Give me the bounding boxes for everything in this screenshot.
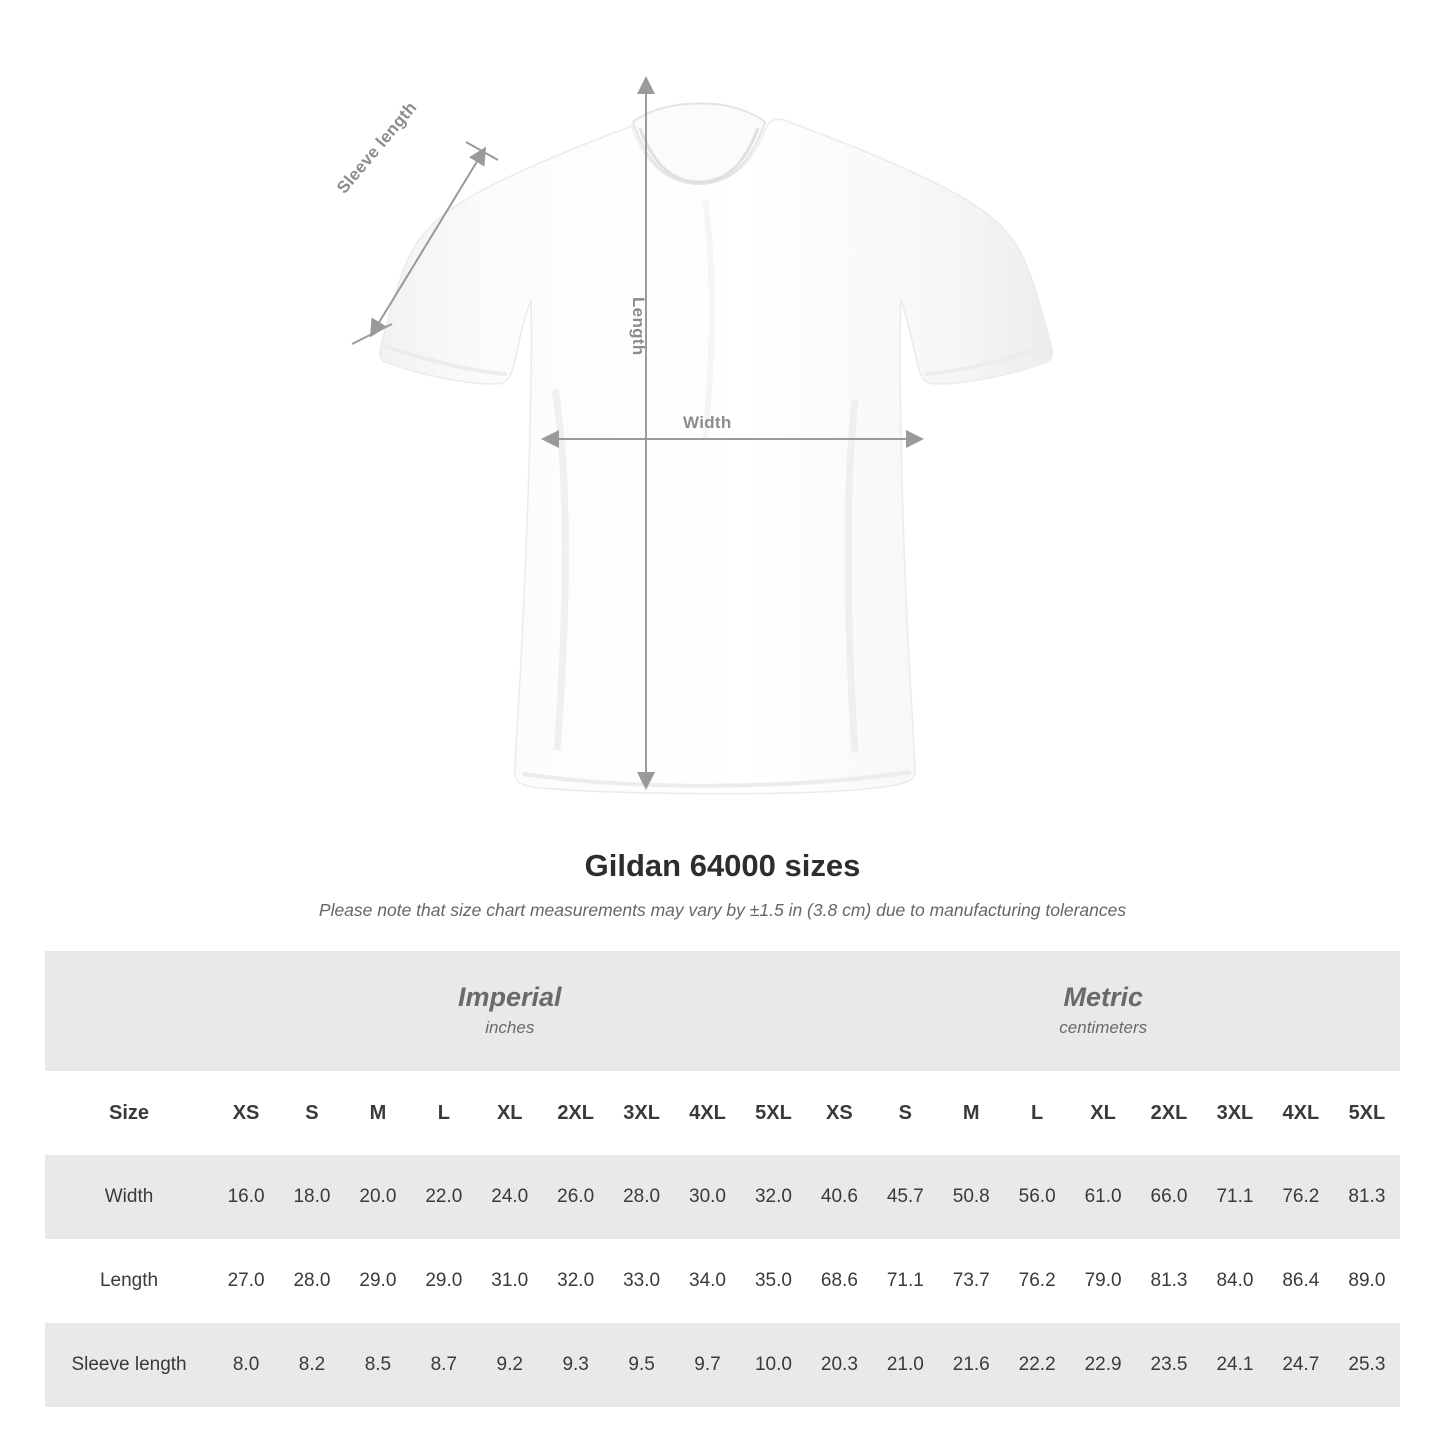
cell-width-imperial: 16.0 [213,1155,279,1239]
size-header-cell: 5XL [1334,1071,1400,1155]
cell-sleeve-imperial: 9.7 [675,1323,741,1407]
cell-width-imperial: 28.0 [609,1155,675,1239]
cell-sleeve-imperial: 8.2 [279,1323,345,1407]
size-header-cell: XS [213,1071,279,1155]
cell-sleeve-imperial: 9.5 [609,1323,675,1407]
size-header-cell: XL [477,1071,543,1155]
size-header-cell: M [345,1071,411,1155]
size-header-cell: M [938,1071,1004,1155]
row-label-width: Width [45,1155,213,1239]
cell-width-imperial: 24.0 [477,1155,543,1239]
cell-width-imperial: 32.0 [740,1155,806,1239]
size-header-cell: XL [1070,1071,1136,1155]
table-row [45,1323,1400,1407]
cell-width-imperial: 30.0 [675,1155,741,1239]
size-header-cell: S [279,1071,345,1155]
cell-width-metric: 56.0 [1004,1155,1070,1239]
cell-width-metric: 66.0 [1136,1155,1202,1239]
cell-length-metric: 68.6 [806,1239,872,1323]
cell-sleeve-imperial: 8.0 [213,1323,279,1407]
size-header-cell: L [411,1071,477,1155]
imperial-system-label: Imperial [457,981,562,1012]
size-chart-table [45,951,1400,1407]
imperial-unit-label: inches [485,1018,535,1038]
row-label-length: Length [45,1239,213,1323]
table-row [45,1155,1400,1239]
cell-length-metric: 73.7 [938,1239,1004,1323]
cell-width-metric: 50.8 [938,1155,1004,1239]
cell-length-metric: 84.0 [1202,1239,1268,1323]
size-header-label: Size [45,1071,213,1155]
metric-system-label: Metric [1063,981,1143,1012]
size-header-cell: 4XL [675,1071,741,1155]
cell-width-imperial: 22.0 [411,1155,477,1239]
cell-width-metric: 81.3 [1334,1155,1400,1239]
cell-sleeve-metric: 25.3 [1334,1323,1400,1407]
cell-length-metric: 79.0 [1070,1239,1136,1323]
cell-width-imperial: 26.0 [543,1155,609,1239]
title-block [0,848,1445,921]
cell-sleeve-imperial: 9.3 [543,1323,609,1407]
cell-length-imperial: 28.0 [279,1239,345,1323]
metric-unit-cell [806,951,1400,1071]
unit-spacer-cell [45,951,213,1071]
cell-width-metric: 61.0 [1070,1155,1136,1239]
cell-width-imperial: 18.0 [279,1155,345,1239]
size-header-cell: L [1004,1071,1070,1155]
cell-width-metric: 40.6 [806,1155,872,1239]
cell-sleeve-metric: 20.3 [806,1323,872,1407]
size-header-cell: 2XL [1136,1071,1202,1155]
size-header-cell: S [872,1071,938,1155]
sleeve-length-label: Sleeve length [333,98,421,198]
cell-width-metric: 71.1 [1202,1155,1268,1239]
imperial-unit-cell [213,951,806,1071]
page-title: Gildan 64000 sizes [584,848,861,883]
cell-width-metric: 76.2 [1268,1155,1334,1239]
tolerance-note: Please note that size chart measurements may vary by ±1.5 in (3.8 cm) due to manufacturing tolerances [318,900,1127,920]
cell-sleeve-metric: 22.9 [1070,1323,1136,1407]
cell-length-imperial: 29.0 [411,1239,477,1323]
cell-sleeve-metric: 24.7 [1268,1323,1334,1407]
size-chart-table-wrap [45,951,1400,1407]
cell-length-metric: 81.3 [1136,1239,1202,1323]
row-label-sleeve-length: Sleeve length [45,1323,213,1407]
cell-sleeve-imperial: 8.5 [345,1323,411,1407]
cell-sleeve-metric: 23.5 [1136,1323,1202,1407]
cell-width-metric: 45.7 [872,1155,938,1239]
cell-sleeve-metric: 22.2 [1004,1323,1070,1407]
width-label: Width [683,413,732,432]
unit-header-row [45,951,1400,1071]
cell-length-imperial: 29.0 [345,1239,411,1323]
cell-sleeve-metric: 24.1 [1202,1323,1268,1407]
cell-width-imperial: 20.0 [345,1155,411,1239]
length-label: Length [629,297,648,356]
cell-length-imperial: 31.0 [477,1239,543,1323]
cell-sleeve-imperial: 10.0 [740,1323,806,1407]
size-header-row [45,1071,1400,1155]
size-header-cell: 5XL [740,1071,806,1155]
cell-length-imperial: 34.0 [675,1239,741,1323]
cell-length-imperial: 35.0 [740,1239,806,1323]
cell-length-imperial: 27.0 [213,1239,279,1323]
cell-length-metric: 76.2 [1004,1239,1070,1323]
cell-length-metric: 71.1 [872,1239,938,1323]
size-header-cell: XS [806,1071,872,1155]
cell-length-imperial: 33.0 [609,1239,675,1323]
cell-sleeve-imperial: 9.2 [477,1323,543,1407]
size-header-cell: 3XL [1202,1071,1268,1155]
size-header-cell: 4XL [1268,1071,1334,1155]
cell-length-imperial: 32.0 [543,1239,609,1323]
size-header-cell: 2XL [543,1071,609,1155]
size-header-cell: 3XL [609,1071,675,1155]
cell-sleeve-metric: 21.6 [938,1323,1004,1407]
metric-unit-label: centimeters [1059,1018,1148,1038]
cell-length-metric: 86.4 [1268,1239,1334,1323]
table-row [45,1239,1400,1323]
cell-length-metric: 89.0 [1334,1239,1400,1323]
cell-sleeve-imperial: 8.7 [411,1323,477,1407]
cell-sleeve-metric: 21.0 [872,1323,938,1407]
